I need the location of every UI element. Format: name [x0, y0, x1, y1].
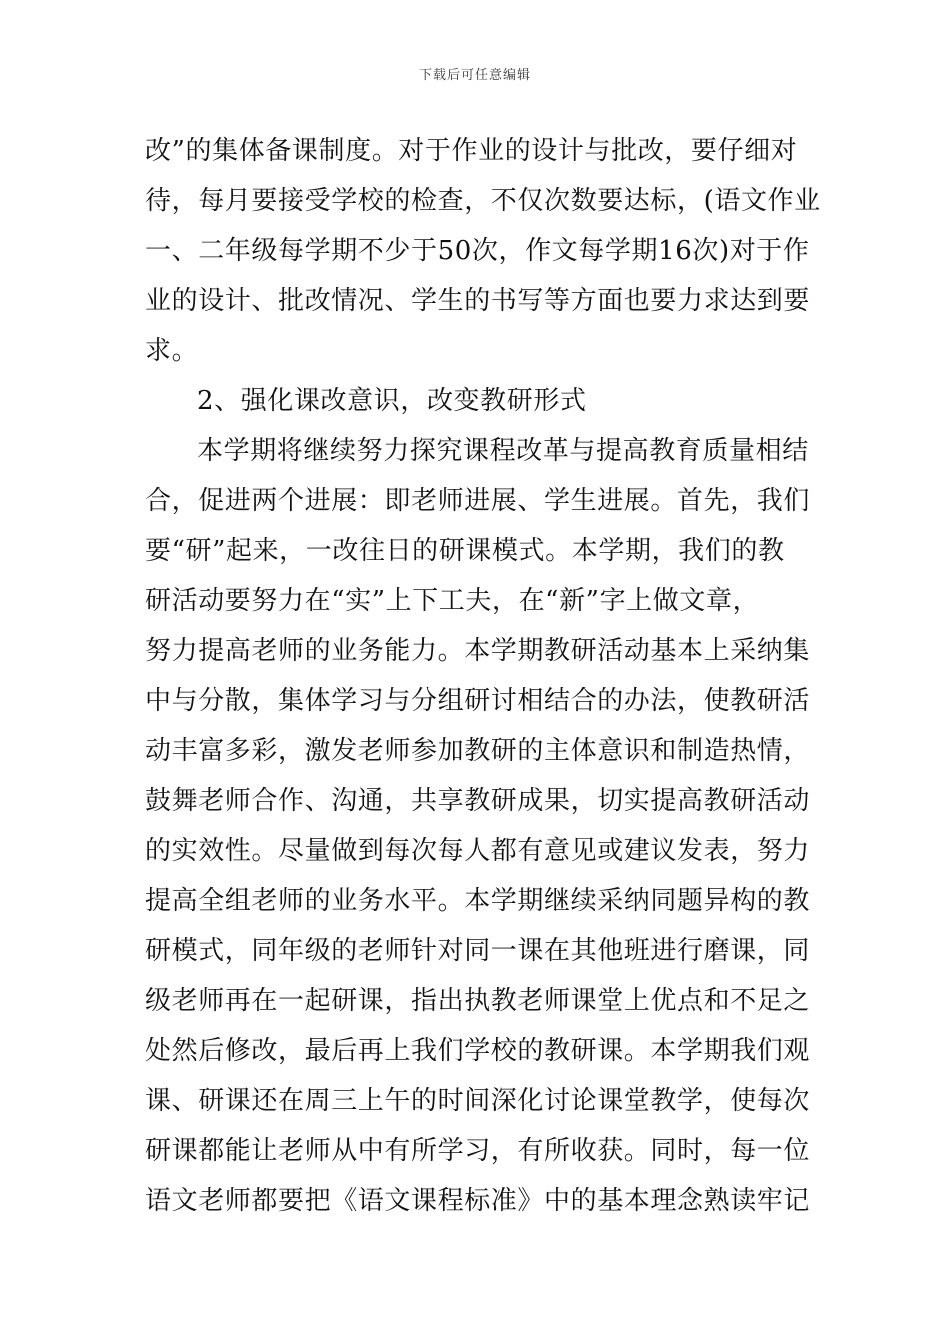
- text-line: 改”的集体备课制度。对于作业的设计与批改，要仔细对: [145, 136, 798, 166]
- text-line: 要“研”起来，一改往日的研课模式。本学期，我们的教: [145, 536, 785, 566]
- text-line: 合，促进两个进展：即老师进展、学生进展。首先，我们: [145, 486, 811, 516]
- text-line: 处然后修改，最后再上我们学校的教研课。本学期我们观: [145, 1036, 811, 1066]
- text-line: 级老师再在一起研课，指出执教老师课堂上优点和不足之: [145, 986, 811, 1016]
- text-line: 动丰富多彩，激发老师参加教研的主体意识和制造热情，: [145, 736, 811, 766]
- text-line: 课、研课还在周三上午的时间深化讨论课堂教学，使每次: [145, 1086, 811, 1116]
- text-line: 研活动要努力在“实”上下工夫，在“新”字上做文章，: [145, 586, 760, 616]
- text-line: 语文老师都要把《语文课程标准》中的基本理念熟读牢记: [145, 1186, 811, 1216]
- page-header: 下载后可任意编辑: [418, 68, 531, 83]
- text-line: 鼓舞老师合作、沟通，共享教研成果，切实提高教研活动: [145, 786, 811, 816]
- text-line: 研模式，同年级的老师针对同一课在其他班进行磨课，同: [145, 936, 811, 966]
- paragraph-first-line: 本学期将继续努力探究课程改革与提高教育质量相结: [197, 436, 809, 466]
- text-line: 研课都能让老师从中有所学习，有所收获。同时，每一位: [145, 1136, 811, 1166]
- text-line: 提高全组老师的业务水平。本学期继续采纳同题异构的教: [145, 886, 811, 916]
- text-line: 求。: [145, 336, 199, 366]
- text-line: 一、二年级每学期不少于50次，作文每学期16次)对于作: [145, 236, 810, 266]
- text-line: 努力提高老师的业务能力。本学期教研活动基本上采纳集: [145, 636, 811, 666]
- text-line: 中与分散，集体学习与分组研讨相结合的办法，使教研活: [145, 686, 811, 716]
- text-line: 的实效性。尽量做到每次每人都有意见或建议发表，努力: [145, 836, 811, 866]
- document-body: [145, 126, 821, 1226]
- text-line: 业的设计、批改情况、学生的书写等方面也要力求达到要: [145, 286, 811, 316]
- section-heading: 2、强化课改意识，改变教研形式: [197, 386, 587, 416]
- text-line: 待，每月要接受学校的检查，不仅次数要达标，(语文作业: [145, 186, 821, 216]
